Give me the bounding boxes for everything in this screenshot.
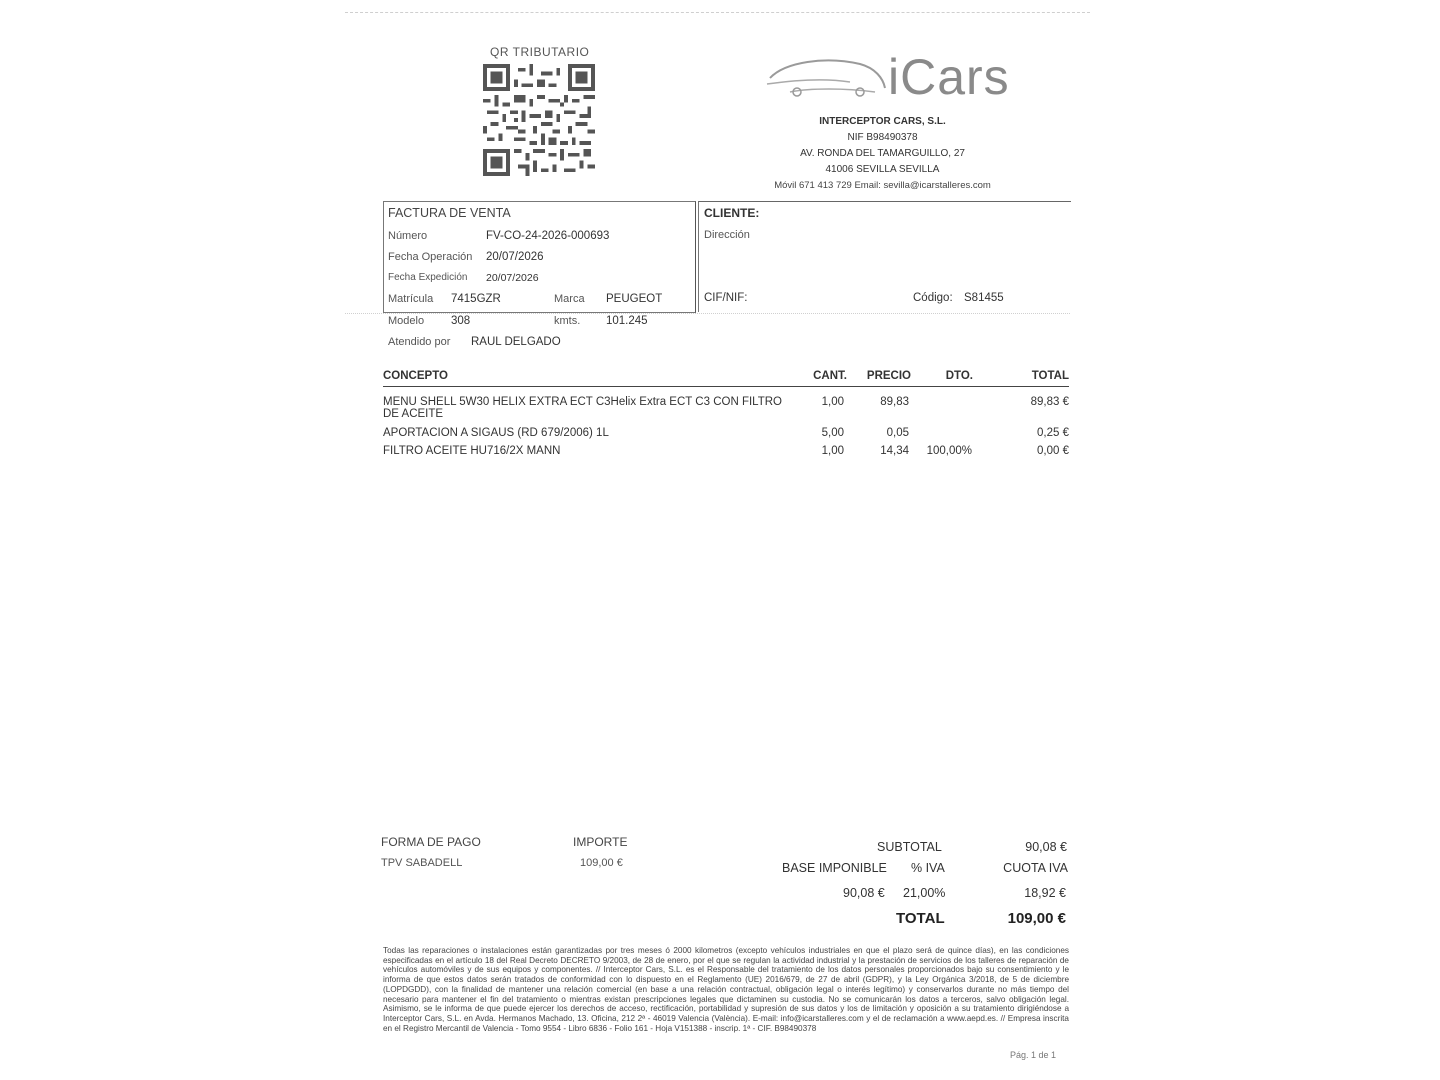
header-precio: PRECIO — [866, 370, 911, 382]
page-number: Pág. 1 de 1 — [1010, 1050, 1057, 1060]
forma-pago-label: FORMA DE PAGO — [381, 835, 481, 849]
kmts: 101.245 — [606, 315, 648, 327]
fecha-expedicion-label: Fecha Expedición — [388, 272, 468, 283]
numero-label: Número — [388, 230, 428, 242]
cuota-iva-value: 18,92 € — [1024, 886, 1066, 900]
item-cant: 5,00 — [821, 427, 844, 439]
fecha-expedicion: 20/07/2026 — [486, 272, 539, 284]
subtotal-value: 90,08 € — [1025, 840, 1067, 854]
company-address: AV. RONDA DEL TAMARGUILLO, 27 — [800, 148, 965, 159]
cuota-iva-label: CUOTA IVA — [1003, 861, 1068, 875]
modelo-label: Modelo — [388, 315, 425, 327]
company-city: 41006 SEVILLA SEVILLA — [825, 164, 940, 175]
company-nif: NIF B98490378 — [847, 132, 918, 143]
company-contact: Móvil 671 413 729 Email: sevilla@icarstalleres.com — [774, 180, 991, 191]
iva-value: 21,00% — [903, 886, 946, 900]
item-total: 0,00 € — [1037, 445, 1069, 457]
cif-nif-label: CIF/NIF: — [704, 292, 748, 304]
total-label: TOTAL — [896, 910, 945, 927]
company-name: INTERCEPTOR CARS, S.L. — [819, 116, 946, 127]
matricula: 7415GZR — [451, 293, 501, 305]
item-dto: 100,00% — [926, 445, 972, 457]
header-concepto: CONCEPTO — [383, 370, 448, 382]
item-precio: 0,05 — [886, 427, 909, 439]
qr-code-icon — [483, 64, 595, 176]
table-row — [383, 427, 1069, 441]
importe: 109,00 € — [580, 857, 623, 869]
header-dto: DTO. — [945, 370, 973, 382]
direccion-label: Dirección — [704, 229, 750, 241]
importe-label: IMPORTE — [573, 835, 628, 849]
atendido-label: Atendido por — [388, 336, 451, 348]
base-imponible-label: BASE IMPONIBLE — [782, 861, 887, 875]
legal-disclaimer: Todas las reparaciones o instalaciones están garantizadas por tres meses ó 2000 kilometros (excepto vehículos industriales en que el plazo será de quince días), en las condiciones especificadas en el artículo 18 del Real Decreto DECRETO 9/2003, de 28 de enero, por el que se regulan la actividad industrial y la prestación de servicios de los talleres de reparación de vehículos automóviles y de sus equipos y componentes. // Interceptor Cars, S.L. es el Responsable del tratamiento de los datos personales proporcionados bajo su consentimiento y le informa de que estos datos serán tratados de conformidad con lo dispuesto en el Reglamento (UE) 2016/679, de 27 de abril (GDPR), y la Ley Orgánica 3/2018, de 5 de diciembre (LOPDGDD), con la finalidad de mantener una relación comercial (en base a una relación contractual, obligación legal o interés legítimo) y conservarlos durante no más tiempo del necesario para mantener el fin del tratamiento o mientras existan prescripciones legales que dictaminen su custodia. No se comunicarán los datos a terceros, salvo obligación legal. Asimismo, se le informa de que puede ejercer los derechos de acceso, rectificación, portabilidad y supresión de sus datos y los de limitación y oposición a su tratamiento dirigiéndose a Interceptor Cars, S.L. en Avda. Hermanos Machado, 13. Oficina, 212 2ª - 46019 Valencia (València). E-mail: info@icarstalleres.com y el de reclamación a www.aepd.es. // Empresa inscrita en el Registro Mercantil de Valencia - Tomo 9554 - Libro 6836 - Folio 161 - Hoja V151388 - inscrip. 1ª - CIF. B98490378 — [383, 946, 1069, 1033]
codigo-label: Código: — [913, 292, 953, 304]
brand-logo-text: iCars — [888, 49, 1010, 105]
item-cant: 1,00 — [821, 396, 844, 408]
items-table-header — [383, 370, 1069, 387]
invoice-number: FV-CO-24-2026-000693 — [486, 230, 610, 242]
invoice-title: FACTURA DE VENTA — [388, 206, 511, 220]
item-total: 0,25 € — [1037, 427, 1069, 439]
header-total: TOTAL — [1031, 370, 1069, 382]
marca: PEUGEOT — [606, 293, 663, 305]
header-cant: CANT. — [813, 370, 847, 382]
item-concepto: MENU SHELL 5W30 HELIX EXTRA ECT C3Helix Extra ECT C3 CON FILTRO DE ACEITE — [383, 396, 782, 420]
fold-line — [345, 313, 1070, 314]
client-title: CLIENTE: — [704, 206, 760, 220]
fecha-operacion: 20/07/2026 — [486, 251, 544, 263]
item-concepto: APORTACION A SIGAUS (RD 679/2006) 1L — [383, 427, 609, 439]
matricula-label: Matrícula — [388, 293, 434, 305]
item-cant: 1,00 — [821, 445, 844, 457]
modelo: 308 — [451, 315, 471, 327]
company-info — [760, 114, 1005, 194]
atendido-por: RAUL DELGADO — [471, 336, 561, 348]
fecha-operacion-label: Fecha Operación — [388, 251, 473, 263]
iva-label: % IVA — [911, 861, 945, 875]
item-precio: 14,34 — [880, 445, 909, 457]
table-row — [383, 445, 1069, 459]
item-total: 89,83 € — [1030, 396, 1069, 408]
table-row — [383, 396, 1069, 422]
subtotal-label: SUBTOTAL — [877, 840, 942, 854]
total-value: 109,00 € — [1007, 910, 1066, 927]
client-code: S81455 — [964, 292, 1004, 304]
item-precio: 89,83 — [880, 396, 909, 408]
base-imponible-value: 90,08 € — [843, 886, 885, 900]
forma-pago: TPV SABADELL — [381, 857, 463, 869]
marca-label: Marca — [554, 293, 585, 305]
kmts-label: kmts. — [554, 315, 581, 327]
item-concepto: FILTRO ACEITE HU716/2X MANN — [383, 445, 561, 457]
qr-label: QR TRIBUTARIO — [490, 45, 590, 59]
page-top-border — [345, 12, 1090, 13]
